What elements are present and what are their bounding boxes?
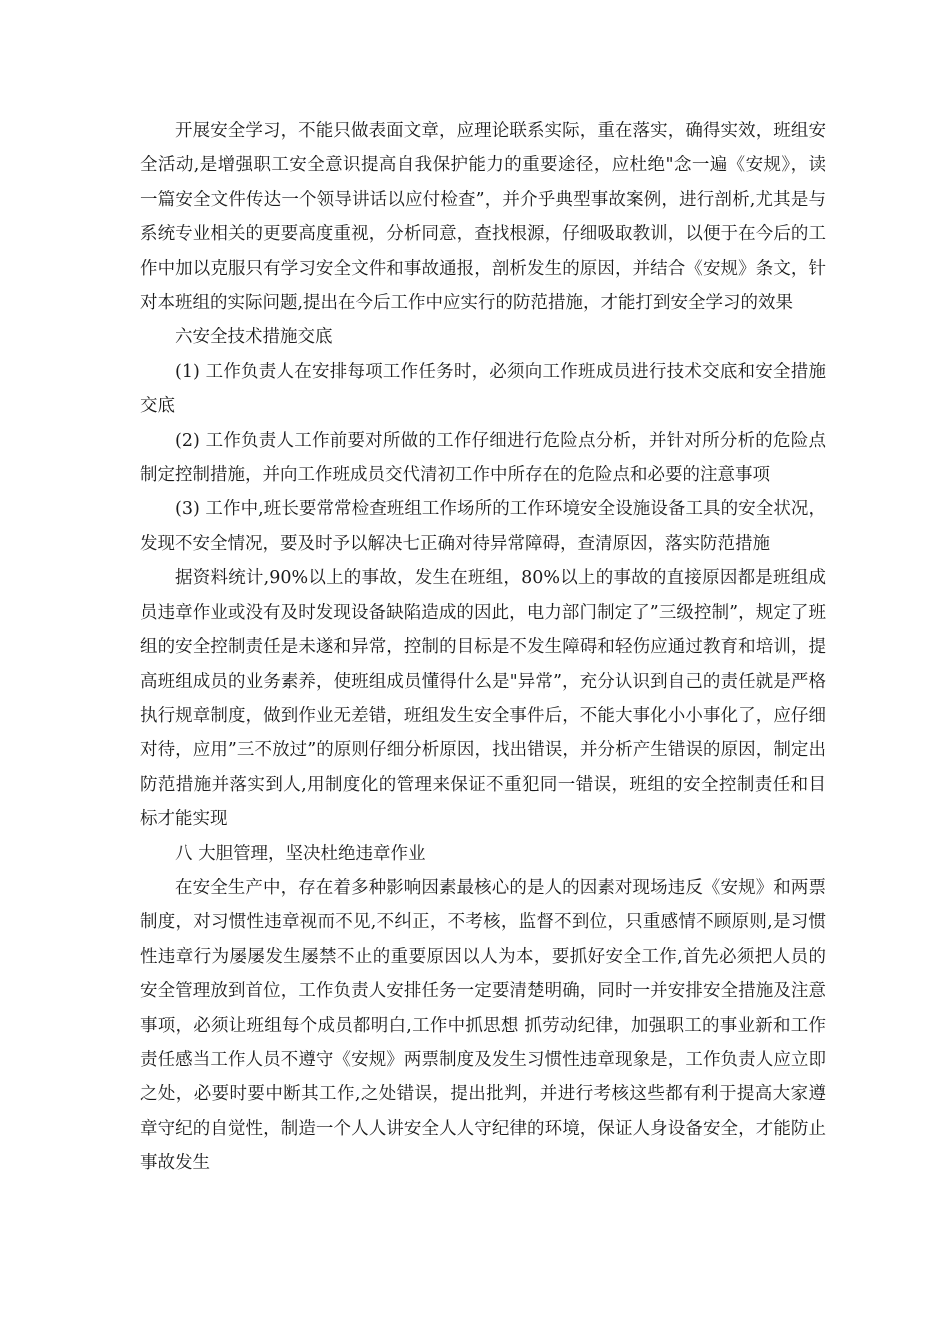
paragraph-management: 在安全生产中，存在着多种影响因素最核心的是人的因素对现场违反《安规》和两票制度，对习惯性违章视而不见,不纠正，不考核，监督不到位，只重感情不顾原则,是习惯性违章行为屡屡发生屡禁不止的重要原因以人为本，要抓好安全工作,首先必须把人员的安全管理放到首位，工作负责人安排任务一定要清楚明确，同时一并安排安全措施及注意事项，必须让班组每个成员都明白,工作中抓思想 抓劳动纪律，加强职工的事业新和工作责任感当工作人员不遵守《安规》两票制度及发生习惯性违章现象是，工作负责人应立即之处，必要时要中断其工作,之处错误，提出批判，并进行考核这些都有利于提高大家遵章守纪的自觉性，制造一个人人讲安全人人守纪律的环境，保证人身设备安全，才能防止事故发生 — [140, 877, 826, 1174]
paragraph-safety-study: 开展安全学习，不能只做表面文章，应理论联系实际，重在落实，确得实效，班组安全活动,是增强职工安全意识提高自我保护能力的重要途径，应杜绝"念一遍《安规》，读一篇安全文件传达一个领导讲话以应付检查”，并介乎典型事故案例，进行剖析,尤其是与系统专业相关的更要高度重视，分析同意，查找根源，仔细吸取教训，以便于在今后的工作中加以克服只有学习安全文件和事故通报，剖析发生的原因，并结合《安规》条文，针对本班组的实际问题,提出在今后工作中应实行的防范措施，才能打到安全学习的效果 — [140, 121, 826, 314]
section-heading-six: 六安全技术措施交底 — [175, 327, 333, 348]
list-item-2: (2) 工作负责人工作前要对所做的工作仔细进行危险点分析，并针对所分析的危险点制定控制措施，并向工作班成员交代清初工作中所存在的危险点和必要的注意事项 — [140, 430, 826, 486]
paragraph-statistics: 据资料统计,90%以上的事故，发生在班组，80%以上的事故的直接原因都是班组成员违章作业或没有及时发现设备缺陷造成的因此，电力部门制定了”三级控制”，规定了班组的安全控制责任是未遂和异常，控制的目标是不发生障碍和轻伤应通过教育和培训，提高班组成员的业务素养，使班组成员懂得什么是"异常”，充分认识到自己的责任就是严格执行规章制度，做到作业无差错，班组发生安全事件后，不能大事化小小事化了，应仔细对待，应用”三不放过”的原则仔细分析原因，找出错误，并分析产生错误的原因，制定出防范措施并落实到人,用制度化的管理来保证不重犯同一错误，班组的安全控制责任和目标才能实现 — [140, 568, 826, 830]
list-item-1: (1) 工作负责人在安排每项工作任务时，必须向工作班成员进行技术交底和安全措施交底 — [140, 361, 826, 417]
section-heading-eight: 八 大胆管理，坚决杜绝违章作业 — [175, 843, 426, 864]
list-item-3: (3) 工作中,班长要常常检查班组工作场所的工作环境安全设施设备工具的安全状况，发现不安全情况，要及时予以解决七正确对待异常障碍，查清原因，落实防范措施 — [140, 499, 826, 554]
document-page — [140, 114, 826, 1181]
